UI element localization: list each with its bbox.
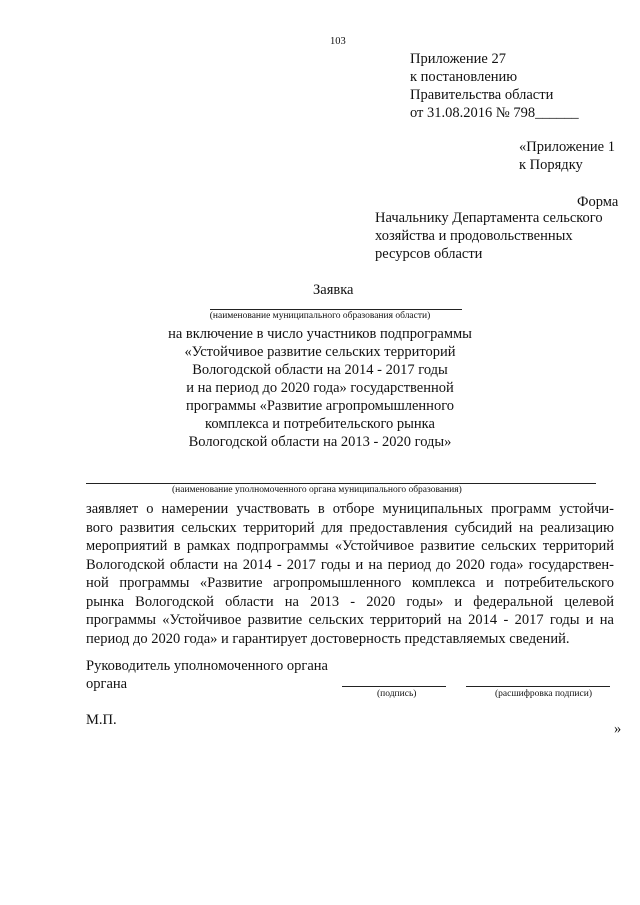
authority-fill-line xyxy=(86,483,596,484)
purpose-line: и на период до 2020 года» государственной xyxy=(186,380,454,396)
body-paragraph xyxy=(86,500,614,648)
body-line: вого развития сельских территорий для предоставления субсидий на реализацию xyxy=(86,519,614,536)
purpose-line: «Устойчивое развитие сельских территорий xyxy=(184,344,456,360)
head-position-line: Руководитель уполномоченного органа xyxy=(86,658,328,674)
body-line: мероприятий в рамках подпрограммы «Устойчивое развитие сельских территорий xyxy=(86,538,614,554)
body-line: заявляет о намерении участвовать в отборе муниципальных программ устойчи- xyxy=(86,501,614,517)
appendix-line: Приложение 27 xyxy=(410,51,506,67)
body-line: Вологодской области на 2014 - 2017 годы и на период до 2020 года» государствен- xyxy=(86,556,614,573)
authority-caption: (наименование уполномоченного органа муниципального образования) xyxy=(172,485,462,495)
municipality-fill-line xyxy=(210,309,462,310)
purpose-line: Вологодской области на 2013 - 2020 годы» xyxy=(188,434,452,450)
head-position-line: органа xyxy=(86,676,128,692)
purpose-line: комплекса и потребительского рынка xyxy=(205,416,435,432)
addressee-line: хозяйства и продовольственных xyxy=(375,228,573,244)
document-title: Заявка xyxy=(313,282,354,298)
signature-fill-line xyxy=(342,686,446,687)
addressee-line: ресурсов области xyxy=(375,246,483,262)
purpose-line: Вологодской области на 2014 - 2017 годы xyxy=(192,362,448,378)
appendix-line: Правительства области xyxy=(410,87,554,103)
decode-caption: (расшифровка подписи) xyxy=(495,689,592,699)
form-label: Форма xyxy=(577,194,619,210)
appendix-ref-line: «Приложение 1 xyxy=(519,139,615,155)
signature-caption: (подпись) xyxy=(377,689,417,699)
body-line: программы «Устойчивое развитие сельских территорий на 2014 - 2017 годы и на xyxy=(86,612,614,628)
appendix-date-line: от 31.08.2016 № 798______ xyxy=(410,105,579,121)
addressee-line: Начальнику Департамента сельского xyxy=(375,210,603,226)
closing-quote: » xyxy=(614,721,622,737)
purpose-line: на включение в число участников подпрограммы xyxy=(168,326,472,342)
appendix-ref-line: к Порядку xyxy=(519,157,583,173)
decode-fill-line xyxy=(466,686,610,687)
page-number: 103 xyxy=(330,36,346,47)
body-line: рынка Вологодской области на 2013 - 2020 годы» и федеральной целевой xyxy=(86,593,614,610)
body-line: ной программы «Развитие агропромышленного комплекса и потребительского xyxy=(86,575,614,591)
municipality-caption: (наименование муниципального образования области) xyxy=(209,311,431,321)
appendix-line: к постановлению xyxy=(410,69,518,85)
stamp-label: М.П. xyxy=(86,712,117,728)
body-line: период до 2020 года» и гарантирует достоверность представляемых сведений. xyxy=(86,630,570,647)
purpose-line: программы «Развитие агропромышленного xyxy=(185,398,455,414)
